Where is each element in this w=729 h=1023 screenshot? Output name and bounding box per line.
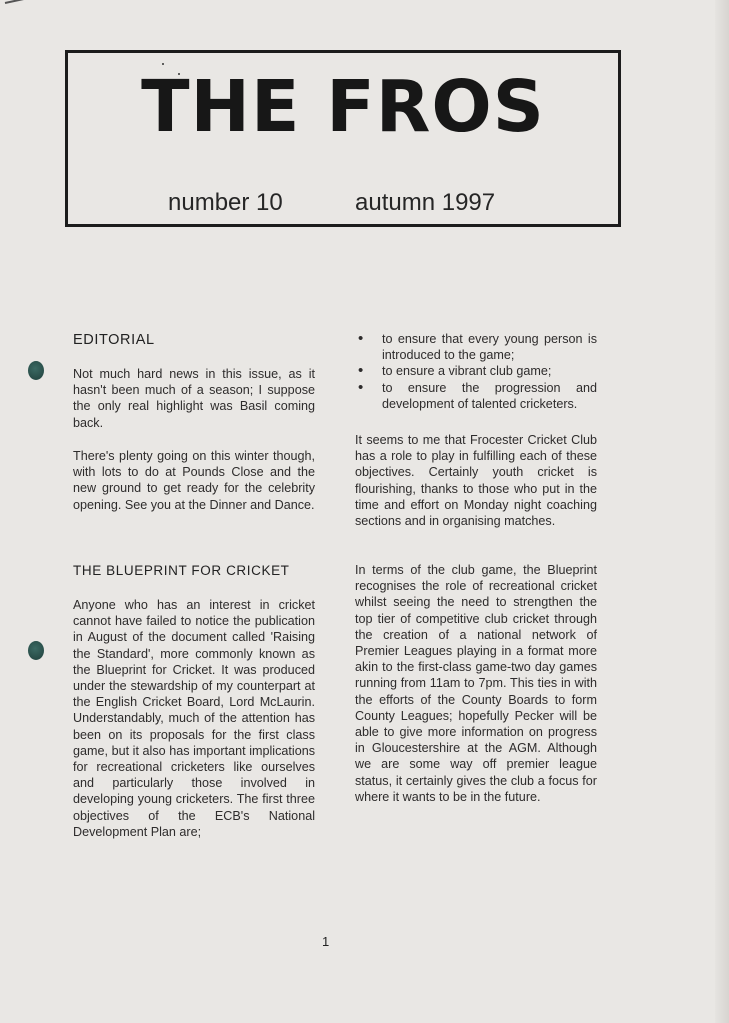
- editorial-heading: EDITORIAL: [73, 332, 155, 348]
- editorial-paragraph-2: [73, 448, 315, 513]
- blueprint-paragraph: [73, 597, 315, 840]
- blueprint-heading: THE BLUEPRINT FOR CRICKET: [73, 563, 290, 578]
- list-item: • to ensure the progression and development of talented cricketers.: [355, 380, 597, 412]
- body-text: It seems to me that Frocester Cricket Club has a role to play in fulfilling each of these objectives. Certainly youth cricket is flourishing, thanks to those who put in the time and effort on Monday night coaching sections and in organising matches.: [355, 433, 597, 529]
- issue-season: autumn 1997: [355, 189, 496, 216]
- editorial-text: There's plenty going on this winter though, with lots to do at Pounds Close and the new ground to get ready for the celebrity opening. See you at the Dinner and Dance.: [73, 449, 315, 512]
- body-text: In terms of the club game, the Blueprint recognises the role of recreational cricket whilst seeing the need to strengthen the top tier of competitive club cricket through the creation of a national network of Premier Leagues playing in a format more akin to the first-class game-two day games running from 11am to 7pm. This ties in with the efforts of the County Boards to form County Leagues; hopefully Pecker will be able to give more information on progress in Gloucestershire at the AGM. Although we are some way off premier league status, it certainly gives the club a focus for where it wants to be in the future.: [355, 563, 597, 804]
- right-paragraph-2: [355, 562, 597, 805]
- masthead-box: [65, 50, 621, 227]
- newsletter-title: THE FROS: [141, 65, 545, 148]
- punch-hole-icon: [28, 361, 44, 380]
- editorial-text: Not much hard news in this issue, as it hasn't been much of a season; I suppose the only real highlight was Basil coming back.: [73, 367, 315, 430]
- right-paragraph-1: [355, 432, 597, 529]
- objectives-list: [355, 331, 597, 412]
- editorial-paragraph-1: [73, 366, 315, 431]
- punch-hole-icon: [28, 641, 44, 660]
- pencil-mark: [5, 0, 45, 4]
- list-item: • to ensure a vibrant club game;: [355, 363, 597, 379]
- paper-edge-shadow: [715, 0, 729, 1023]
- page-number: 1: [322, 934, 330, 949]
- issue-number: number 10: [168, 189, 283, 216]
- list-item: • to ensure that every young person is introduced to the game;: [355, 331, 597, 363]
- blueprint-text: Anyone who has an interest in cricket cannot have failed to notice the publication in August of the document called 'Raising the Standard', more commonly known as the Blueprint for Cricket. It was produced under the stewardship of my counterpart at the English Cricket Board, Lord McLaurin. Understandably, much of the attention has been on its proposals for the first class game, but it also has important implications for recreational cricketers like ourselves and particularly those involved in developing young cricketers. The first three objectives of the ECB's National Development Plan are;: [73, 598, 315, 839]
